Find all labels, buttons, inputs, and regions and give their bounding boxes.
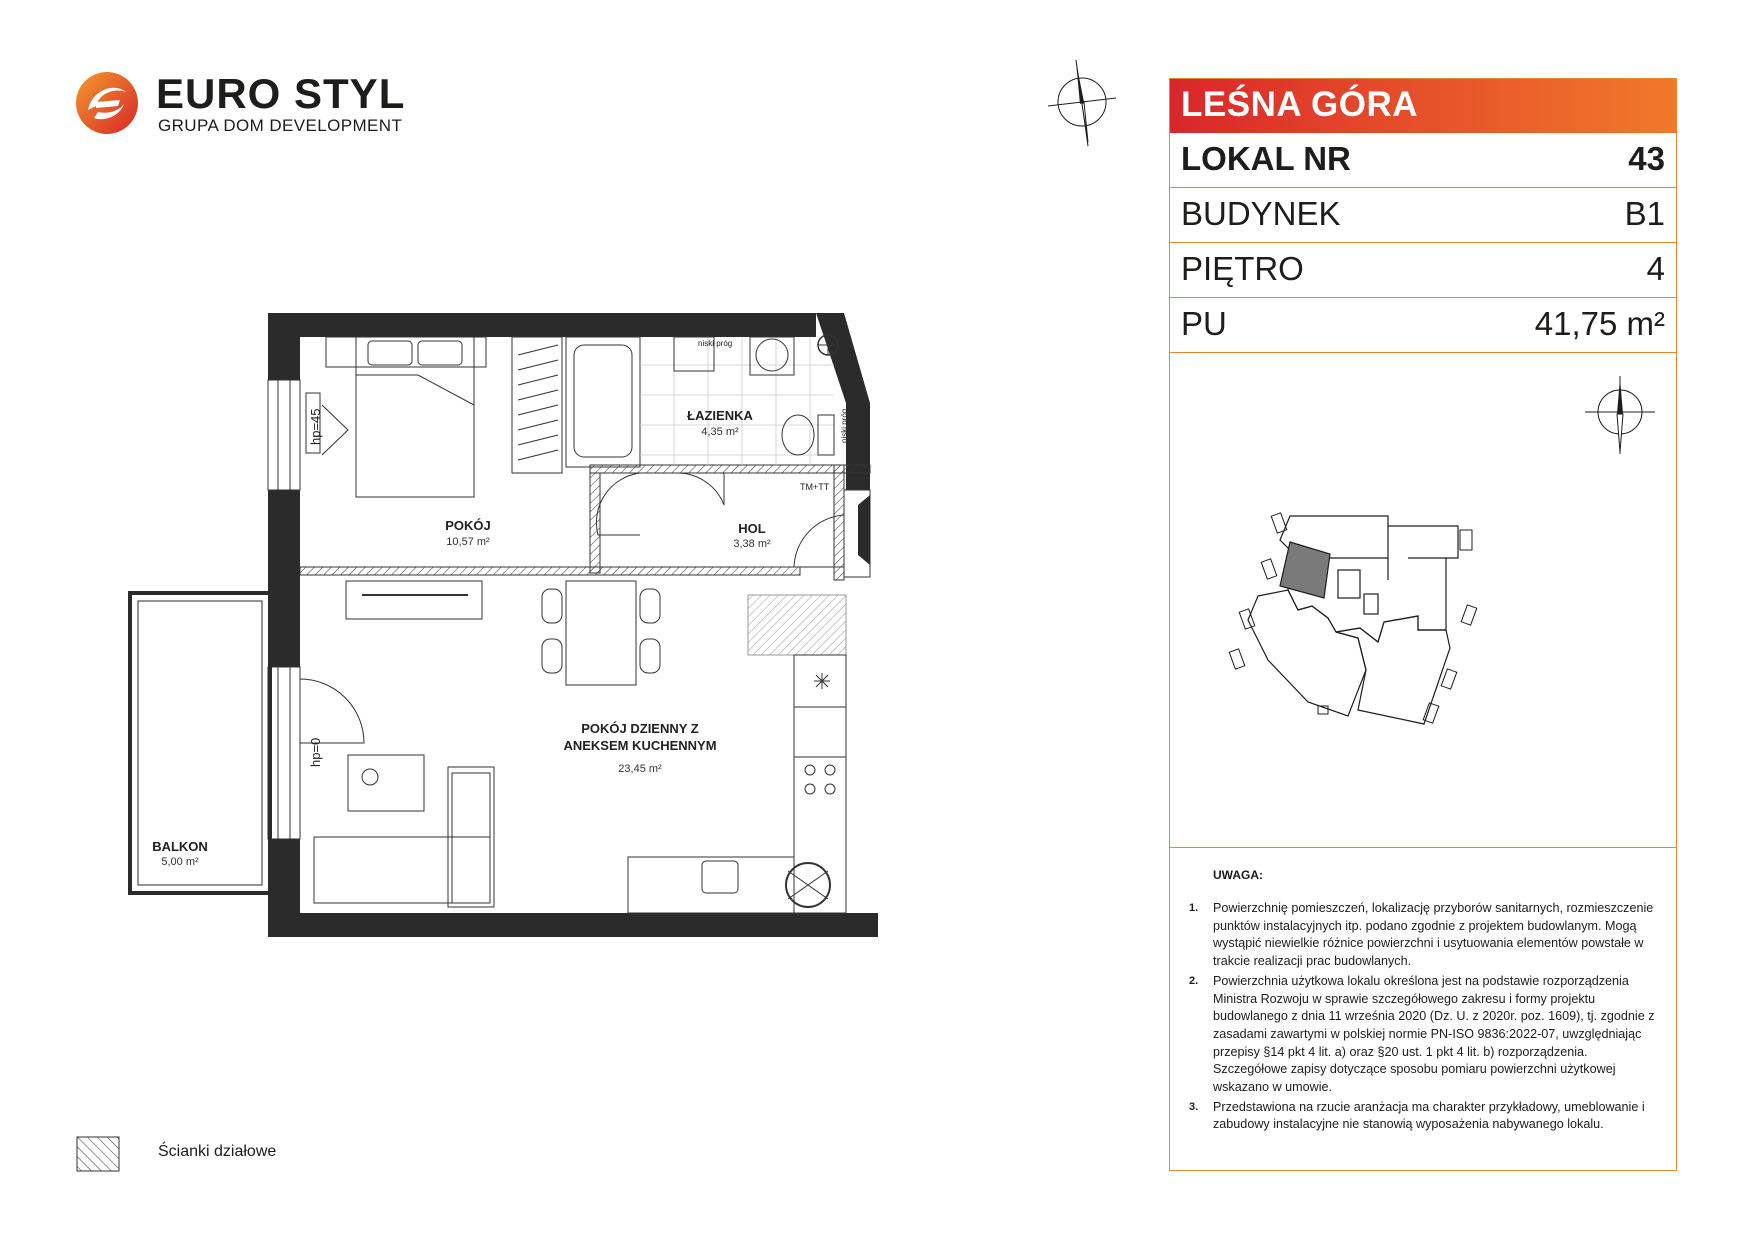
notes-section [1189, 868, 1661, 1136]
note-item [1189, 973, 1661, 1097]
room-area-lazienka: 4,35 m² [701, 426, 739, 438]
tm-tt-note: TM+TT [800, 482, 830, 492]
info-row-lokal [1170, 133, 1676, 188]
room-label-balkon: BALKON [152, 839, 208, 854]
brand-subtitle: GRUPA DOM DEVELOPMENT [158, 116, 403, 135]
note-number: 3. [1189, 1100, 1199, 1113]
notes-heading: UWAGA: [1213, 868, 1263, 882]
panel-divider [1170, 847, 1676, 848]
sill-height-note: hp=45 [308, 408, 323, 445]
room-label-dzienny-line2: ANEKSEM KUCHENNYM [563, 738, 717, 753]
note-item [1189, 900, 1661, 971]
project-title: LEŚNA GÓRA [1181, 85, 1419, 124]
info-value: 41,75 m² [1534, 305, 1665, 342]
note-number: 1. [1189, 902, 1199, 914]
info-key: PIĘTRO [1181, 250, 1304, 287]
brand-name: EURO STYL [156, 70, 406, 117]
room-label-pokoj: POKÓJ [445, 518, 491, 533]
info-key: BUDYNEK [1181, 195, 1341, 232]
room-area-dzienny: 23,45 m² [618, 763, 662, 775]
info-row-pietro [1170, 243, 1676, 298]
sill-height-note-balcony: hp=0 [308, 737, 323, 767]
note-text: Przedstawiona na rzucie aranżacja ma charakter przykładowy, umeblowanie i zabudowy instalacyjne nie stanowią wyposażenia nabywanego lokalu. [1213, 1099, 1645, 1132]
building-key-plan [1228, 510, 1518, 736]
info-row-pu [1170, 298, 1676, 353]
room-label-dzienny-line1: POKÓJ DZIENNY Z [581, 721, 699, 736]
room-area-hol: 3,38 m² [733, 538, 771, 550]
company-logo [74, 68, 406, 140]
floor-plan-drawing [118, 305, 878, 937]
note-number: 2. [1189, 974, 1199, 987]
room-area-pokoj: 10,57 m² [446, 536, 490, 548]
note-text: Powierzchnię pomieszczeń, lokalizację przyborów sanitarnych, rozmieszczenie punktów instalacyjnych itp. podano zgodnie z projektem budowlanym. Mogą wystąpić niewielkie różnice powierzchni i usytuowania elementów powstałe w trakcie realizacji prac budowlanych. [1213, 901, 1654, 969]
room-area-balkon: 5,00 m² [161, 856, 199, 868]
info-key: LOKAL NR [1181, 140, 1351, 177]
low-threshold-note: niski próg [698, 339, 733, 348]
eurostyl-logo-icon [74, 70, 140, 136]
hatch-swatch-icon [76, 1136, 120, 1172]
room-label-hol: HOL [738, 521, 766, 536]
north-arrow-small-icon [1583, 374, 1657, 456]
project-title-bar [1170, 79, 1676, 133]
low-threshold-note-2: niski próg [840, 408, 849, 443]
info-value: 4 [1646, 250, 1665, 287]
info-row-budynek [1170, 188, 1676, 243]
north-arrow-icon [1046, 58, 1118, 148]
info-value: 43 [1628, 140, 1665, 177]
info-key: PU [1181, 305, 1227, 342]
note-item [1189, 1099, 1661, 1134]
note-text: Powierzchnia użytkowa lokalu określona jest na podstawie rozporządzenia Ministra Rozwoju w sprawie szczegółowego zakresu i formy projektu budowlanego z dnia 11 września 2020 (Dz. U. z 2020r. poz. 1609), tj. zgodnie z zasadami zawartymi w polskiej normie PN-ISO 9836:2022-07, uwzględniając przepisy §14 pkt 4 lit. a) oraz §20 ust. 1 pkt 4 lit. b) rozporządzenia. Szczegółowe zapisy dotyczące sposobu pomiaru powierzchni użytkowej wskazano w umowie. [1213, 973, 1655, 1095]
legend-label: Ścianki działowe [158, 1143, 277, 1160]
floor-plan [118, 305, 878, 937]
info-value: B1 [1624, 195, 1665, 232]
room-label-lazienka: ŁAZIENKA [687, 408, 753, 423]
